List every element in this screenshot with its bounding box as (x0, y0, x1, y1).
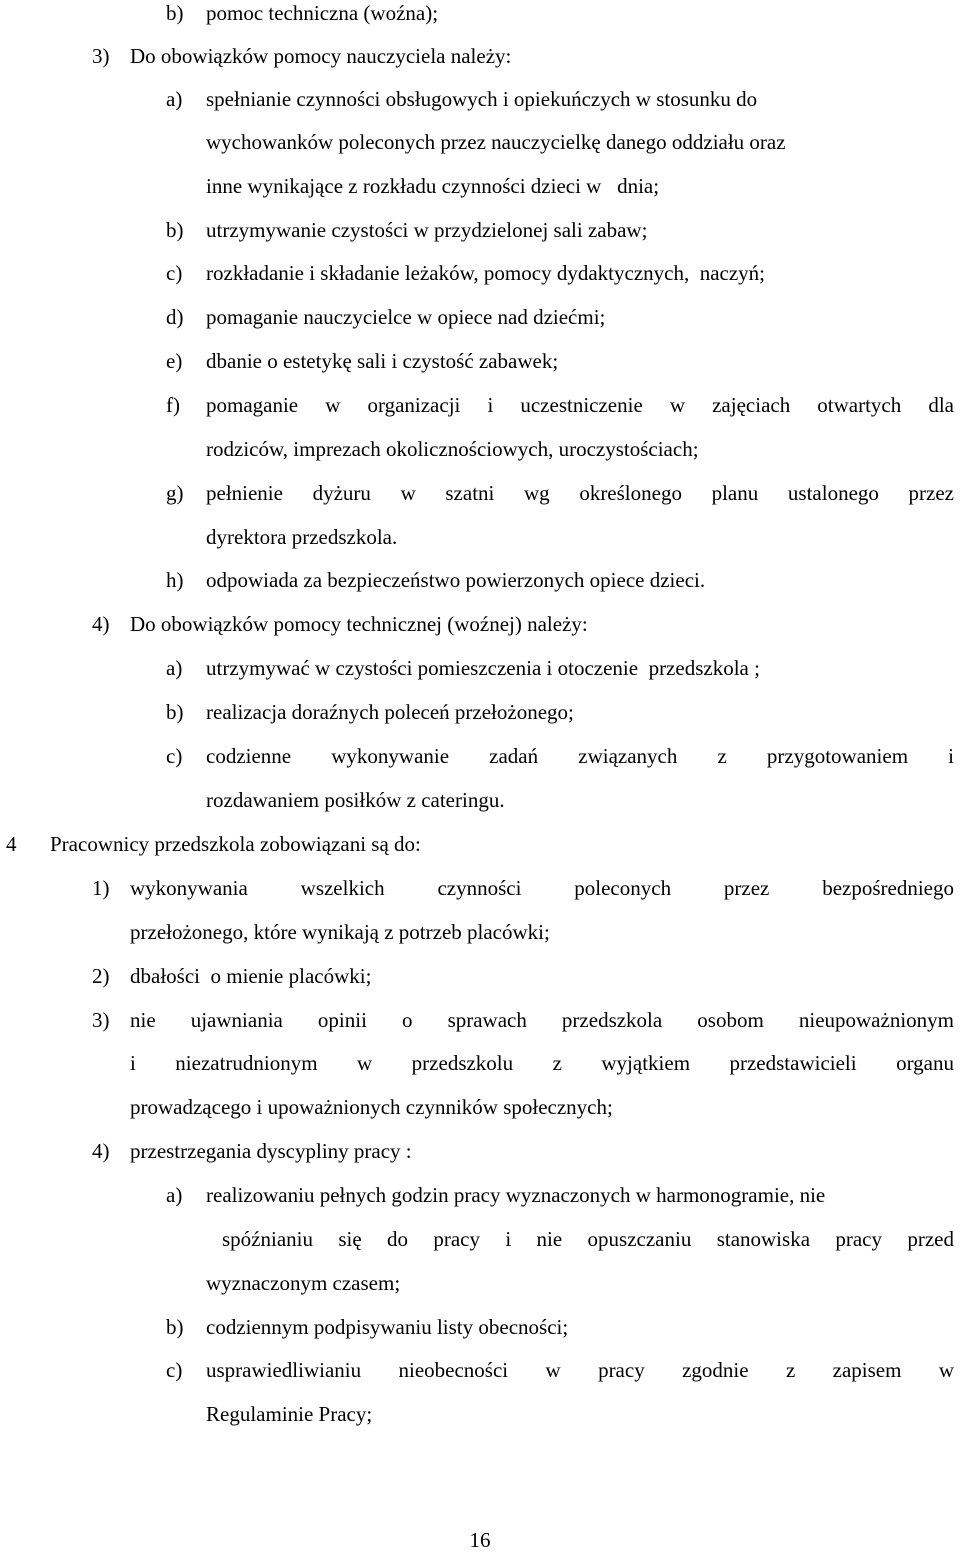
list-text: wykonywania wszelkich czynności poleconych przez bezpośredniego (130, 876, 954, 900)
list-label: g) (166, 481, 184, 505)
list-text: nie ujawniania opinii o sprawach przedszkola osobom nieupoważnionym (130, 1008, 954, 1032)
list-text: pomaganie nauczycielce w opiece nad dziećmi; (206, 305, 606, 329)
list-label: c) (166, 744, 183, 768)
list-text: Pracownicy przedszkola zobowiązani są do: (50, 832, 421, 856)
list-text: rodziców, imprezach okolicznościowych, uroczystościach; (206, 437, 699, 461)
list-text: wyznaczonym czasem; (206, 1271, 401, 1295)
list-label: b) (166, 700, 184, 724)
list-text: rozdawaniem posiłków z cateringu. (206, 788, 505, 812)
list-label: b) (166, 1315, 184, 1339)
list-text: dyrektora przedszkola. (206, 525, 398, 549)
list-label: a) (166, 1183, 183, 1207)
list-text: inne wynikające z rozkładu czynności dzieci w dnia; (206, 174, 660, 198)
list-text: utrzymywać w czystości pomieszczenia i otoczenie przedszkola ; (206, 656, 760, 680)
page-number: 16 (469, 1528, 491, 1552)
list-text: pomaganie w organizacji i uczestniczenie w zajęciach otwartych dla (206, 393, 954, 417)
list-text: prowadzącego i upoważnionych czynników społecznych; (130, 1095, 613, 1119)
list-label: e) (166, 349, 183, 373)
list-text: wychowanków poleconych przez nauczycielkę danego oddziału oraz (206, 130, 786, 154)
list-text: przestrzegania dyscypliny pracy : (130, 1139, 412, 1163)
list-label: h) (166, 568, 184, 592)
list-label: 4 (6, 832, 17, 856)
list-text: spóźnianiu się do pracy i nie opuszczaniu stanowiska pracy przed (222, 1227, 954, 1251)
list-text: odpowiada za bezpieczeństwo powierzonych opiece dzieci. (206, 568, 706, 592)
list-text: realizacja doraźnych poleceń przełożonego; (206, 700, 574, 724)
list-label: 1) (92, 876, 110, 900)
list-label: f) (166, 393, 180, 417)
list-label: d) (166, 305, 184, 329)
list-label: 4) (92, 612, 110, 636)
list-text: pomoc techniczna (woźna); (206, 1, 439, 25)
list-text: codzienne wykonywanie zadań związanych z przygotowaniem i (206, 744, 954, 768)
list-label: b) (166, 1, 184, 25)
list-label: c) (166, 261, 183, 285)
list-label: 3) (92, 1008, 110, 1032)
list-text: codziennym podpisywaniu listy obecności; (206, 1315, 569, 1339)
list-label: 2) (92, 964, 110, 988)
list-text: spełnianie czynności obsługowych i opiekuńczych w stosunku do (206, 87, 758, 111)
list-text: realizowaniu pełnych godzin pracy wyznaczonych w harmonogramie, nie (206, 1183, 826, 1207)
list-text: przełożonego, które wynikają z potrzeb placówki; (130, 920, 550, 944)
list-text: rozkładanie i składanie leżaków, pomocy dydaktycznych, naczyń; (206, 261, 766, 285)
list-text: dbałości o mienie placówki; (130, 964, 372, 988)
list-text: dbanie o estetykę sali i czystość zabawek; (206, 349, 559, 373)
list-label: 4) (92, 1139, 110, 1163)
list-text: utrzymywanie czystości w przydzielonej sali zabaw; (206, 218, 648, 242)
list-text: pełnienie dyżuru w szatni wg określonego planu ustalonego przez (206, 481, 954, 505)
list-label: 3) (92, 44, 110, 68)
list-label: b) (166, 218, 184, 242)
list-label: c) (166, 1358, 183, 1382)
list-label: a) (166, 656, 183, 680)
list-text: usprawiedliwianiu nieobecności w pracy zgodnie z zapisem w (206, 1358, 954, 1382)
list-label: a) (166, 87, 183, 111)
list-text: Do obowiązków pomocy nauczyciela należy: (130, 44, 512, 68)
list-text: i niezatrudnionym w przedszkolu z wyjątkiem przedstawicieli organu (130, 1051, 954, 1075)
list-text: Regulaminie Pracy; (206, 1402, 373, 1426)
list-text: Do obowiązków pomocy technicznej (woźnej) należy: (130, 612, 588, 636)
